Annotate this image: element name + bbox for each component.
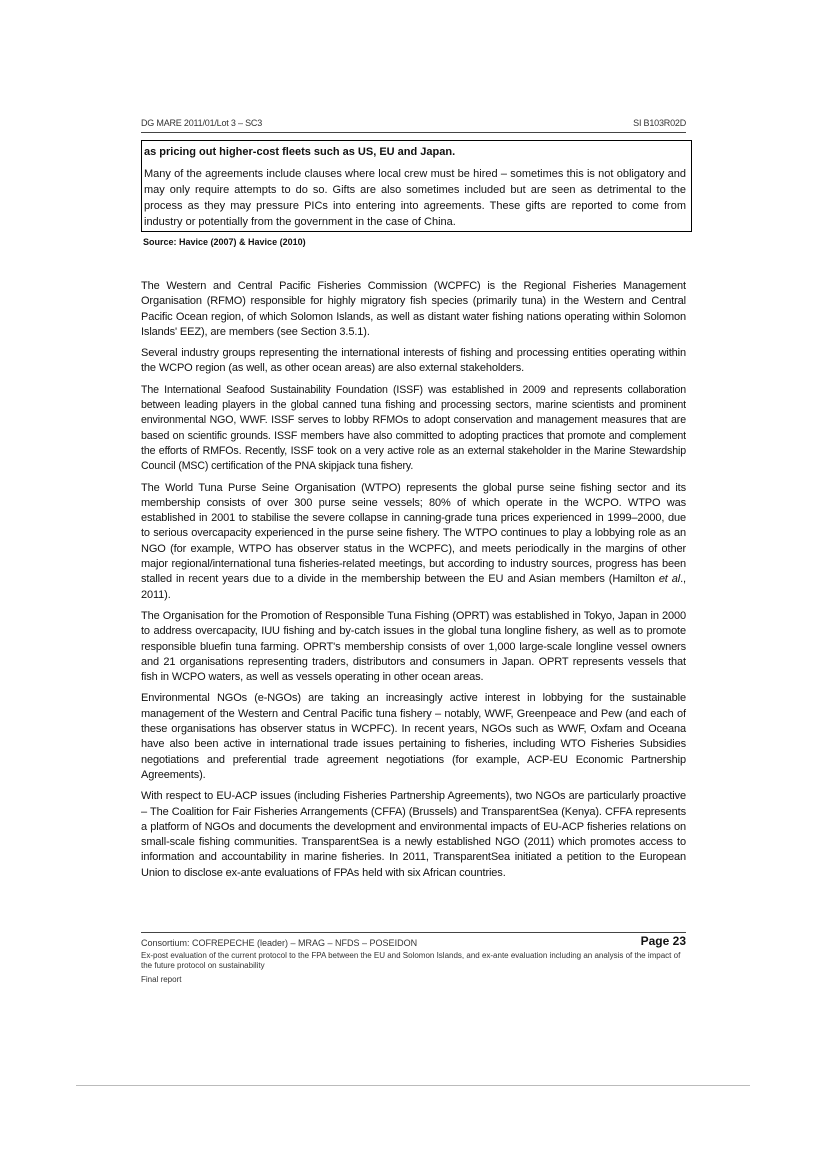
box-paragraph-1: as pricing out higher-cost fleets such as US, EU and Japan. bbox=[144, 146, 456, 158]
page-number: Page 23 bbox=[640, 934, 686, 948]
header-right: SI B103R02D bbox=[633, 118, 686, 128]
header-left: DG MARE 2011/01/Lot 3 – SC3 bbox=[141, 118, 262, 128]
page-separator bbox=[76, 1085, 750, 1086]
paragraph-oprt: The Organisation for the Promotion of Responsible Tuna Fishing (OPRT) was established in Tokyo, Japan in 2000 to address overcapacity, IUU fishing and by-catch issues in the global tuna longline fishery, as well as to promote responsible bluefin tuna farming. OPRT's membership consists of over 1,000 large-scale longline vessel owners and 21 organisations representing traders, distributors and consumers in Japan. OPRT represents vessels that fish in WCPO waters, as well as vessels operating in other ocean areas. bbox=[141, 609, 686, 684]
main-text bbox=[141, 279, 686, 887]
paragraph-wtpo bbox=[141, 481, 686, 603]
paragraph-wtpo-etal: et al bbox=[658, 573, 681, 586]
footer-consortium: Consortium: COFREPECHE (leader) – MRAG – NFDS – POSEIDON bbox=[141, 938, 418, 948]
text-box bbox=[141, 140, 692, 232]
paragraph-wtpo-text: The World Tuna Purse Seine Organisation (WTPO) represents the global purse seine fishing sector and its membership consists of over 300 purse seine vessels; 80% of which operate in the WCPO. WTPO was established in 2001 to stabilise the severe collapse in canning-grade tuna prices experienced in 1999–2000, due to serious overcapacity experienced in the purse seine fishery. The WTPO continues to play a lobbying role as an NGO (for example, WTPO has observer status in the WCPFC), and meets periodically in the margins of other major regional/international tuna fisheries-related meetings, but according to industry sources, progress has been stalled in recent years due to a divide in the membership between the EU and Asian members (Hamilton bbox=[141, 481, 686, 586]
box-source: Source: Havice (2007) & Havice (2010) bbox=[143, 237, 306, 247]
footer-description: Ex-post evaluation of the current protocol to the FPA between the EU and Solomon Islands, and ex-ante evaluation including an analysis of the impact of the future protocol on sustainability bbox=[141, 951, 681, 970]
footer-final-report: Final report bbox=[141, 975, 182, 984]
box-paragraph-2: Many of the agreements include clauses where local crew must be hired – sometimes this is not obligatory and may only require attempts to do so. Gifts are also sometimes included but are seen as detrimental to the process as they may pressure PICs into entering into agreements. These gifts are reported to come from industry or potentially from the government in the case of China. bbox=[144, 168, 686, 228]
paragraph-industry-groups: Several industry groups representing the international interests of fishing and processing entities operating within the WCPO region (as well, as other ocean areas) are also external stakeholders. bbox=[141, 347, 686, 375]
paragraph-eu-acp: With respect to EU-ACP issues (including Fisheries Partnership Agreements), two NGOs are particularly proactive – The Coalition for Fair Fisheries Arrangements (CFFA) (Brussels) and TransparentSea (Kenya). CFFA represents a platform of NGOs and documents the development and environmental impacts of EU-ACP fisheries relations on small-scale fishing communities. TransparentSea is a newly established NGO (2011) which promotes access to information and accountability in marine fisheries. In 2011, TransparentSea initiated a petition to the European Union to disclose ex-ante evaluations of FPAs held with six African countries. bbox=[141, 790, 686, 879]
paragraph-engos: Environmental NGOs (e-NGOs) are taking an increasingly active interest in lobbying for the sustainable management of the Western and Central Pacific tuna fishery – notably, WWF, Greenpeace and Pew (and each of these organisations has observer status in WCPFC). In recent years, NGOs such as WWF, Oxfam and Oceana have also been active in international trade issues pertaining to fisheries, including WTO Fisheries Subsidies negotiations and preferential trade agreement negotiations (for example, ACP-EU Economic Partnership Agreements). bbox=[141, 692, 686, 781]
footer-rule bbox=[141, 932, 686, 933]
paragraph-issf: The International Seafood Sustainability Foundation (ISSF) was established in 2009 and represents collaboration between leading players in the global canned tuna fishing and processing sectors, marine scientists and prominent environmental NGO, WWF. ISSF serves to lobby RFMOs to adopt conservation and management measures that are based on scientific grounds. ISSF members have also committed to adopting practices that promote and complement the efforts of RMFOs. Recently, ISSF took on a very active role as an external stakeholder in the Marine Stewardship Council (MSC) certification of the PNA skipjack tuna fishery. bbox=[141, 383, 686, 473]
paragraph-wtpo-end: ., 2011). bbox=[141, 573, 686, 601]
header-rule bbox=[141, 132, 686, 133]
paragraph-wcpfc: The Western and Central Pacific Fisheries Commission (WCPFC) is the Regional Fisheries Management Organisation (RFMO) responsible for highly migratory fish species (primarily tuna) in the Western and Central Pacific Ocean region, of which Solomon Islands, as well as distant water fishing nations operating within Solomon Islands' EEZ), are members (see Section 3.5.1). bbox=[141, 280, 686, 338]
